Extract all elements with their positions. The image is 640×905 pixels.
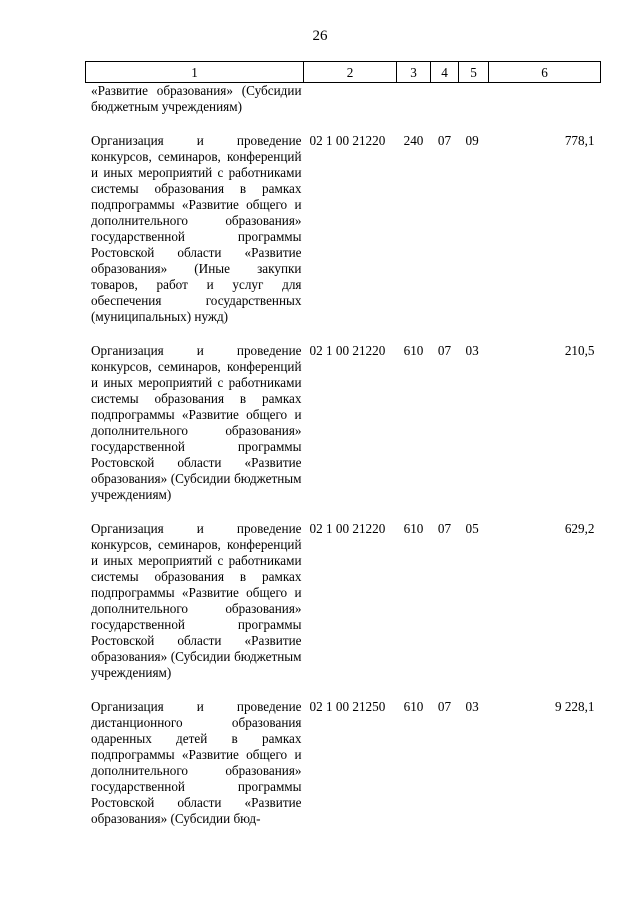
row-vr: 610 — [403, 521, 424, 536]
row-name: Организация и проведение конкурсов, семинаров, конференций и иных мероприятий с работниками системы образования в рамках подпрограммы «Развитие общего и дополнительного образования» государственной программы Ростовской области «Развитие образования» (Субсидии бюджетным учреждениям) — [91, 521, 302, 680]
table-row — [86, 689, 601, 835]
row-vr: 240 — [403, 133, 424, 148]
table-row — [86, 83, 601, 124]
table-row — [86, 123, 601, 333]
row-code: 02 1 00 21220 — [309, 133, 386, 148]
table-header-row — [86, 62, 601, 83]
row-pr: 03 — [465, 699, 479, 714]
header-col-5: 5 — [459, 62, 489, 83]
row-vr — [397, 83, 431, 124]
budget-table — [85, 61, 601, 835]
row-sum — [489, 83, 601, 124]
row-sum: 778,1 — [564, 133, 595, 148]
page-number: 26 — [312, 28, 328, 44]
row-pr: 09 — [465, 133, 479, 148]
row-sum: 9 228,1 — [554, 699, 595, 714]
row-code: 02 1 00 21250 — [309, 699, 386, 714]
header-col-2: 2 — [304, 62, 397, 83]
row-pr: 03 — [465, 343, 479, 358]
header-col-3: 3 — [397, 62, 431, 83]
row-sum: 629,2 — [564, 521, 595, 536]
row-rz — [431, 83, 459, 124]
table-row — [86, 333, 601, 511]
row-pr — [459, 83, 489, 124]
header-col-6: 6 — [489, 62, 601, 83]
table-row — [86, 511, 601, 689]
row-rz: 07 — [437, 133, 452, 148]
row-code: 02 1 00 21220 — [309, 343, 386, 358]
row-sum: 210,5 — [564, 343, 595, 358]
row-vr: 610 — [403, 699, 424, 714]
row-code: 02 1 00 21220 — [309, 521, 386, 536]
row-rz: 07 — [437, 699, 452, 714]
header-col-4: 4 — [431, 62, 459, 83]
row-name: «Развитие образования» (Субсидии бюджетным учреждениям) — [91, 83, 302, 114]
row-rz: 07 — [437, 521, 452, 536]
header-col-1: 1 — [86, 62, 304, 83]
row-name: Организация и проведение конкурсов, семинаров, конференций и иных мероприятий с работниками системы образования в рамках подпрограммы «Развитие общего и дополнительного образования» государственной программы Ростовской области «Развитие образования» (Иные закупки товаров, работ и услуг для обеспечения государственных (муниципальных) нужд) — [91, 133, 302, 324]
row-name: Организация и проведение дистанционного образования одаренных детей в рамках подпрограммы «Развитие общего и дополнительного образования» государственной программы Ростовской области «Развитие образования» (Субсидии бюд- — [91, 699, 302, 826]
row-vr: 610 — [403, 343, 424, 358]
row-name: Организация и проведение конкурсов, семинаров, конференций и иных мероприятий с работниками системы образования в рамках подпрограммы «Развитие общего и дополнительного образования» государственной программы Ростовской области «Развитие образования» (Субсидии бюджетным учреждениям) — [91, 343, 302, 502]
row-code — [304, 83, 397, 124]
row-rz: 07 — [437, 343, 452, 358]
row-pr: 05 — [465, 521, 479, 536]
